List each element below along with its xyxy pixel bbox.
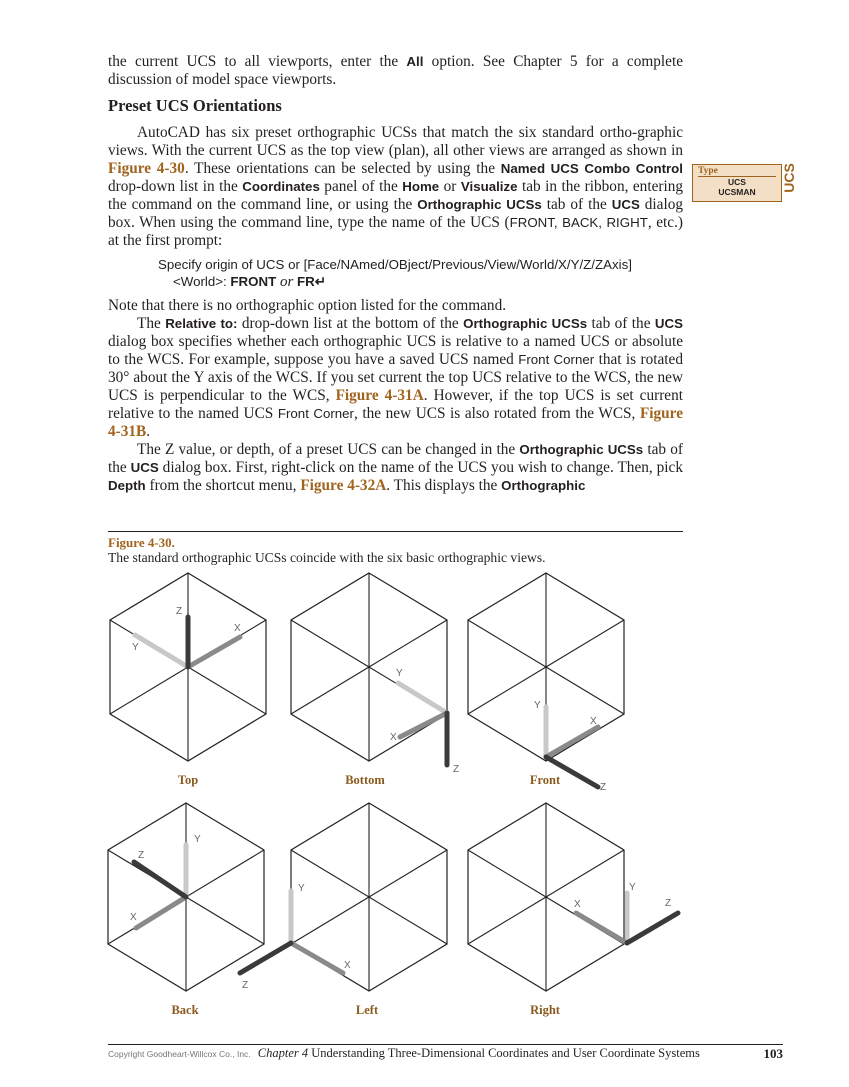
y-axis [135,635,188,667]
x-axis [188,637,240,667]
cube-edge [110,667,188,714]
z-axis [627,913,678,943]
cube-edge [546,850,624,897]
figure-caption: The standard orthographic UCSs coincide with the six basic orthographic views. [108,550,546,565]
cube-edge [291,620,369,667]
z-axis-label: Z [453,764,460,775]
view-label-right: Right [530,1003,560,1017]
z-axis-label: Z [242,980,249,991]
view-label-top: Top [177,773,199,787]
x-axis-label: X [390,732,397,743]
figure-title: Figure 4-30. [108,535,175,550]
z-axis [134,862,186,897]
command-ucs: UCS [728,177,746,187]
x-axis [291,943,343,973]
type-label: Type [698,166,776,177]
x-axis [400,713,447,737]
cube-left [240,803,447,991]
cube-bottom [291,573,459,775]
figure-link[interactable]: Figure 4-32A [300,477,387,494]
x-axis-label: X [574,899,581,910]
y-axis-label: Y [132,642,139,653]
cube-edge [186,850,264,897]
chapter-title: Understanding Three-Dimensional Coordinates and User Coordinate Systems [311,1046,700,1060]
cube-edge [291,667,369,714]
view-label-bottom: Bottom [345,773,385,787]
cube-edge [468,897,546,944]
view-label-left: Left [355,1003,379,1017]
y-axis-label: Y [194,834,201,845]
cube-edge [369,897,447,944]
footer-divider [108,1044,783,1045]
z-axis-label: Z [600,782,607,793]
cube-edge [468,850,546,897]
figure-link[interactable]: Figure 4-31A [335,387,424,404]
y-axis-label: Y [534,700,541,711]
x-axis-label: X [590,716,597,727]
command-ucsman: UCSMAN [718,187,756,197]
cube-edge [546,667,624,714]
cube-edge [468,620,546,667]
paragraph: AutoCAD has six preset orthographic UCSs that match the six standard ortho-graphic views. With the current UCS as the top view (plan), all other views are arranged as shown in Figure 4-30. These orientations can be selected by using the Named UCS Combo Control drop-down list in the Coordinates panel of the Home or Visualize tab in the ribbon, entering the command on the command line, or using the Orthographic UCSs tab of the UCS dialog box. When using the command line, type the name of the UCS (FRONT, BACK, RIGHT, etc.) at the first prompt: [108,124,684,249]
cube-edge [369,850,447,897]
z-axis-label: Z [665,898,672,909]
copyright: Copyright Goodheart-Willcox Co., Inc. [108,1049,251,1059]
figure-link[interactable]: Figure 4-30 [108,160,185,177]
x-axis-label: X [234,623,241,634]
figure-link[interactable]: Figure 4-31B [108,405,683,440]
cube-edge [369,620,447,667]
x-axis-label: X [130,912,137,923]
paragraph: The Z value, or depth, of a preset UCS can be changed in the Orthographic UCSs tab of the UCS dialog box. First, right-click on the name of the UCS you wish to change. Then, pick Depth from the shortcut menu, Figure 4-32A. This displays the Orthographic [108,441,683,494]
chapter-label: Chapter 4 [257,1046,309,1060]
page-number: 103 [763,1046,783,1061]
cube-edge [546,620,624,667]
z-axis-label: Z [176,606,183,617]
side-tab: UCS [780,163,797,193]
y-axis-label: Y [629,882,636,893]
section-heading: Preset UCS Orientations [108,96,282,115]
x-axis [546,727,598,757]
cube-edge [291,897,369,944]
y-axis-label: Y [396,668,403,679]
view-label-back: Back [171,1003,199,1017]
x-axis [136,897,186,928]
paragraph: The Relative to: drop-down list at the bottom of the Orthographic UCSs tab of the UCS dialog box specifies whether each orthographic UCS is relative to a named UCS or absolute to the WCS. For example, suppose you have a saved UCS named Front Corner that is rotated 30° about the Y axis of the WCS. If you set current the top UCS relative to the WCS, the new UCS is perpendicular to the WCS, Figure 4-31A. However, if the top UCS is set current relative to the named UCS Front Corner, the new UCS is also rotated from the WCS, Figure 4-31B. [108,315,683,440]
cube-edge [188,667,266,714]
cube-front [468,573,624,793]
z-axis [240,943,291,973]
cube-back [108,803,264,991]
x-axis-label: X [344,960,351,971]
paragraph: Note that there is no orthographic option listed for the command. [108,297,507,314]
cube-edge [186,897,264,944]
y-axis-label: Y [298,883,305,894]
view-label-front: Front [529,773,561,787]
cube-right [468,803,678,991]
y-axis [398,683,447,713]
paragraph-intro: the current UCS to all viewports, enter the All option. See Chapter 5 for a complete discussion of model space viewports. [108,53,683,88]
command-prompt: Specify origin of UCS or [Face/NAmed/OBject/Previous/View/World/X/Y/Z/ZAxis] <World>: FRONT or FR↵ [158,257,632,290]
cube-top [110,573,266,761]
x-axis [576,913,627,943]
footer [108,1046,783,1061]
z-axis-label: Z [138,850,145,861]
